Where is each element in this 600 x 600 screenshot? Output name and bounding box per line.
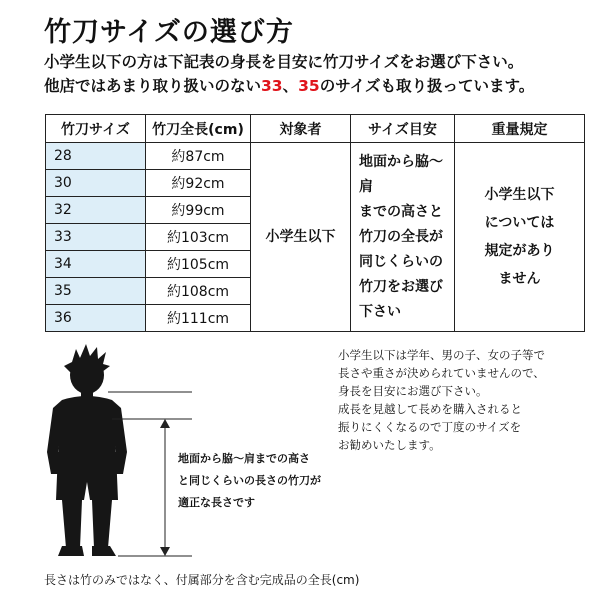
size-cell: 28 <box>46 143 146 170</box>
length-cell: 約99cm <box>146 197 251 224</box>
measure-label <box>178 448 338 514</box>
size-cell: 33 <box>46 224 146 251</box>
length-cell: 約92cm <box>146 170 251 197</box>
note-line: お勧めいたします。 <box>338 438 441 452</box>
weight-line: 小学生以下 <box>484 187 555 203</box>
note-line: 成長を見越して長めを購入されると <box>338 402 522 416</box>
guide-line: 同じくらいの <box>359 253 443 270</box>
page-title: 竹刀サイズの選び方 <box>44 17 294 48</box>
length-cell: 約87cm <box>146 143 251 170</box>
intro-line-2-pre: 他店ではあまり取り扱いのない <box>44 77 262 95</box>
measure-label-line: と同じくらいの長さの竹刀が <box>178 474 321 487</box>
weight-line: ません <box>498 271 541 287</box>
intro-line-2-post: のサイズも取り扱っています。 <box>319 77 535 95</box>
note-line: 身長を目安にお選び下さい。 <box>338 384 488 398</box>
note-line: 小学生以下は学年、男の子、女の子等で <box>338 348 545 362</box>
guide-line: 地面から脇～肩 <box>359 153 443 195</box>
guide-line: 下さい <box>359 303 401 320</box>
length-cell: 約111cm <box>146 305 251 332</box>
size-33-highlight: 33 <box>261 77 283 95</box>
guide-line: までの高さと <box>359 203 443 220</box>
size-cell: 36 <box>46 305 146 332</box>
footer-note: 長さは竹のみではなく、付属部分を含む完成品の全長(cm) <box>44 573 360 587</box>
intro-line-2-sep: 、 <box>282 77 299 95</box>
header-weight: 重量規定 <box>455 115 585 143</box>
size-35-highlight: 35 <box>298 77 320 95</box>
length-cell: 約108cm <box>146 278 251 305</box>
header-size: 竹刀サイズ <box>46 115 146 143</box>
intro-line-1: 小学生以下の方は下記表の身長を目安に竹刀サイズをお選び下さい。 <box>44 53 524 71</box>
weight-line: については <box>484 215 555 231</box>
header-guide: サイズ目安 <box>351 115 455 143</box>
size-cell: 35 <box>46 278 146 305</box>
header-length: 竹刀全長(cm) <box>146 115 251 143</box>
length-cell: 約105cm <box>146 251 251 278</box>
measure-label-line: 適正な長さです <box>178 496 255 509</box>
guide-line: 竹刀をお選び <box>359 278 443 295</box>
header-target: 対象者 <box>251 115 351 143</box>
child-silhouette-icon <box>47 344 127 556</box>
guide-line: 竹刀の全長が <box>359 228 443 245</box>
measure-label-line: 地面から脇～肩までの高さ <box>178 452 310 465</box>
note-line: 長さや重さが決められていませんので、 <box>338 366 545 380</box>
note-line: 振りにくくなるので丁度のサイズを <box>338 420 522 434</box>
weight-line: 規定があり <box>484 243 555 259</box>
length-cell: 約103cm <box>146 224 251 251</box>
target-cell: 小学生以下 <box>251 143 351 332</box>
size-cell: 34 <box>46 251 146 278</box>
note-paragraph <box>338 346 588 454</box>
size-cell: 30 <box>46 170 146 197</box>
size-cell: 32 <box>46 197 146 224</box>
